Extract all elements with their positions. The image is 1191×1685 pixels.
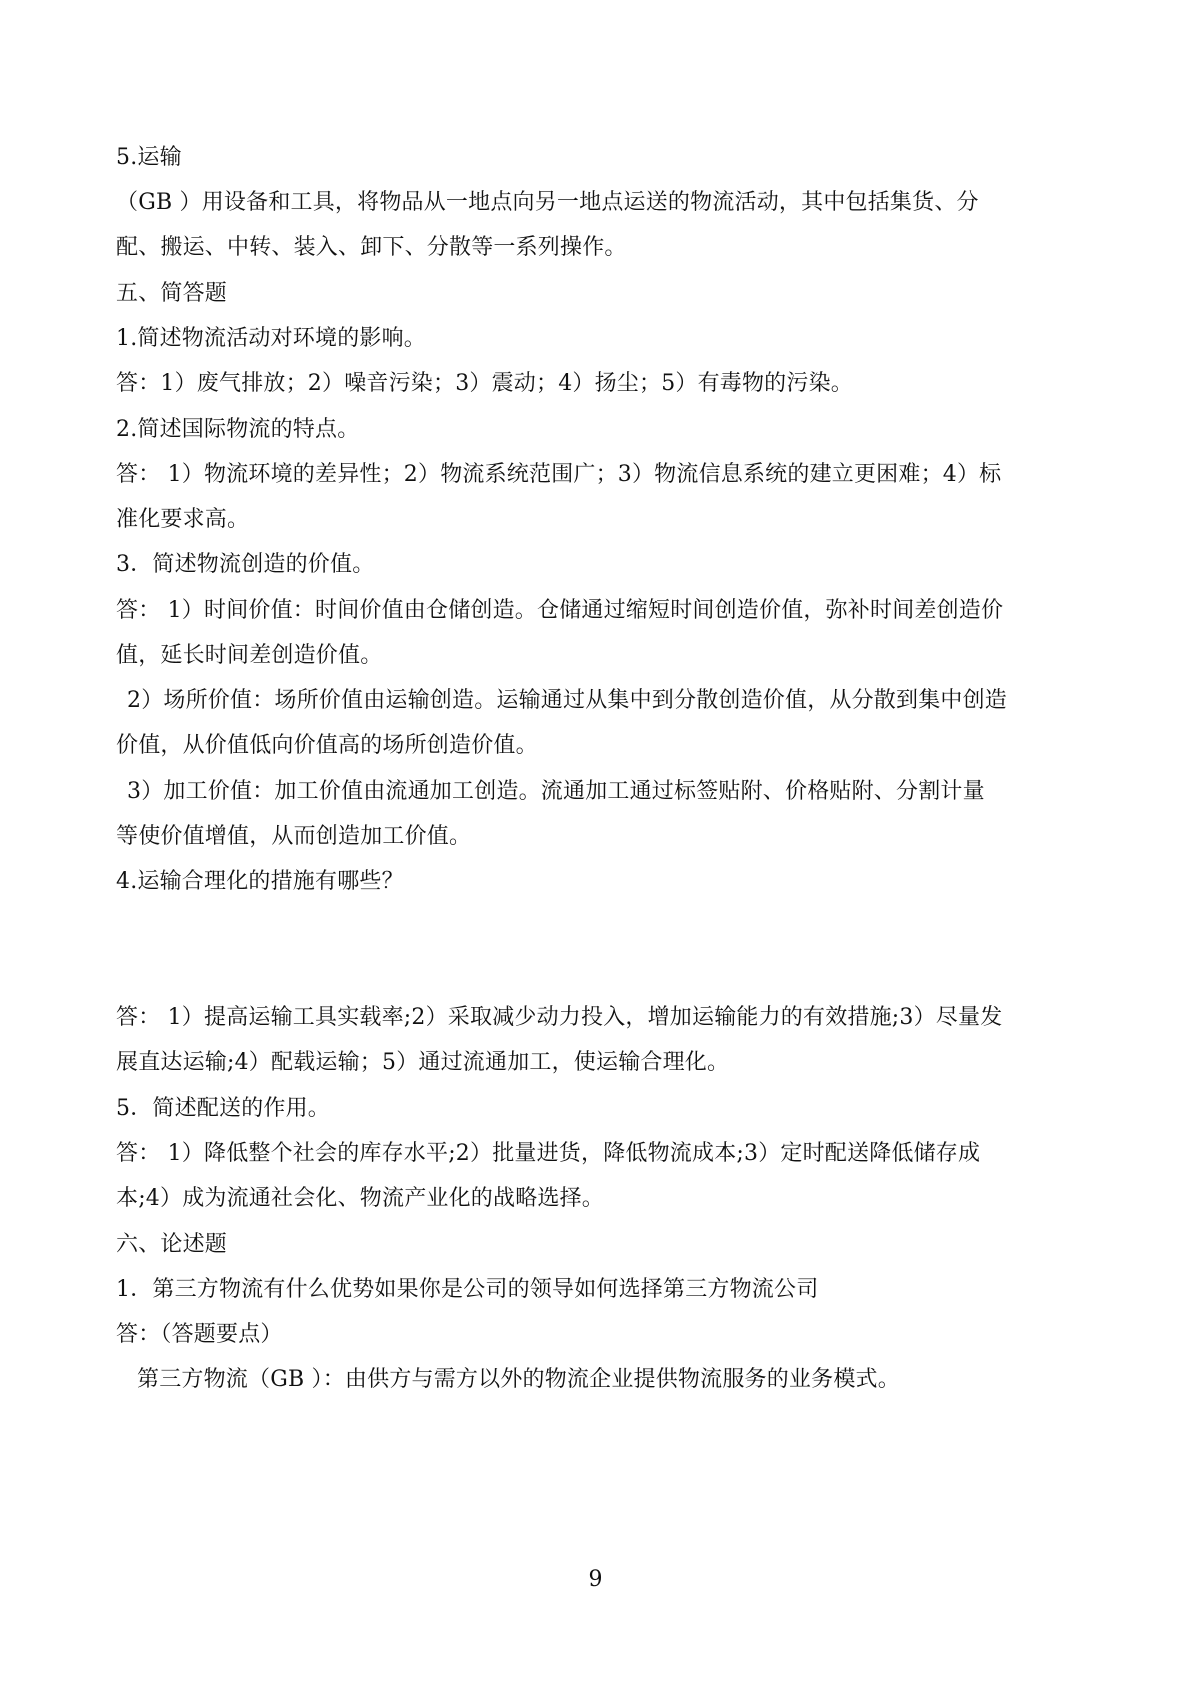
answer-line: 价值，从价值低向价值高的场所创造价值。 [116, 733, 538, 758]
paragraph-line: （GB ）用设备和工具，将物品从一地点向另一地点运送的物流活动，其中包括集货、分 [116, 190, 979, 215]
answer-line: 答： 1）物流环境的差异性；2）物流系统范围广；3）物流信息系统的建立更困难；4）标 [116, 462, 1002, 487]
answer-line: 等使价值增值，从而创造加工价值。 [116, 824, 472, 849]
answer-line: 答：1）废气排放；2）噪音污染；3）震动；4）扬尘；5）有毒物的污染。 [116, 371, 853, 396]
page-number: 9 [588, 1567, 603, 1592]
paragraph-line: 配、搬运、中转、装入、卸下、分散等一系列操作。 [116, 235, 627, 260]
question-line: 1.简述物流活动对环境的影响。 [116, 326, 426, 351]
question-line: 4.运输合理化的措施有哪些？ [116, 869, 404, 894]
answer-line: 答：（答题要点） [116, 1322, 283, 1347]
question-line: 1．第三方物流有什么优势如果你是公司的领导如何选择第三方物流公司 [116, 1277, 819, 1302]
answer-line: 答： 1）提高运输工具实载率;2）采取减少动力投入，增加运输能力的有效措施;3）尽量发 [116, 1005, 1003, 1030]
answer-line: 值，延长时间差创造价值。 [116, 643, 383, 668]
section-heading-transport: 5.运输 [116, 145, 182, 170]
question-line: 5．简述配送的作用。 [116, 1096, 330, 1121]
answer-line: 答： 1）降低整个社会的库存水平;2）批量进货，降低物流成本;3）定时配送降低储存成 [116, 1141, 981, 1166]
answer-line: 本;4）成为流通社会化、物流产业化的战略选择。 [116, 1186, 605, 1211]
answer-line: 答： 1）时间价值：时间价值由仓储创造。仓储通过缩短时间创造价值，弥补时间差创造价 [116, 598, 1004, 623]
answer-line: 准化要求高。 [116, 507, 250, 532]
section-heading-essay: 六、论述题 [116, 1232, 228, 1257]
answer-line: 第三方物流（GB ）：由供方与需方以外的物流企业提供物流服务的业务模式。 [137, 1367, 900, 1392]
answer-line: 展直达运输;4）配载运输；5）通过流通加工，使运输合理化。 [116, 1050, 730, 1075]
answer-line: 2）场所价值：场所价值由运输创造。运输通过从集中到分散创造价值，从分散到集中创造 [127, 688, 1007, 713]
section-heading-short-answer: 五、简答题 [116, 281, 228, 306]
question-line: 3．简述物流创造的价值。 [116, 552, 375, 577]
answer-line: 3）加工价值：加工价值由流通加工创造。流通加工通过标签贴附、价格贴附、分割计量 [127, 779, 985, 804]
question-line: 2.简述国际物流的特点。 [116, 417, 360, 442]
